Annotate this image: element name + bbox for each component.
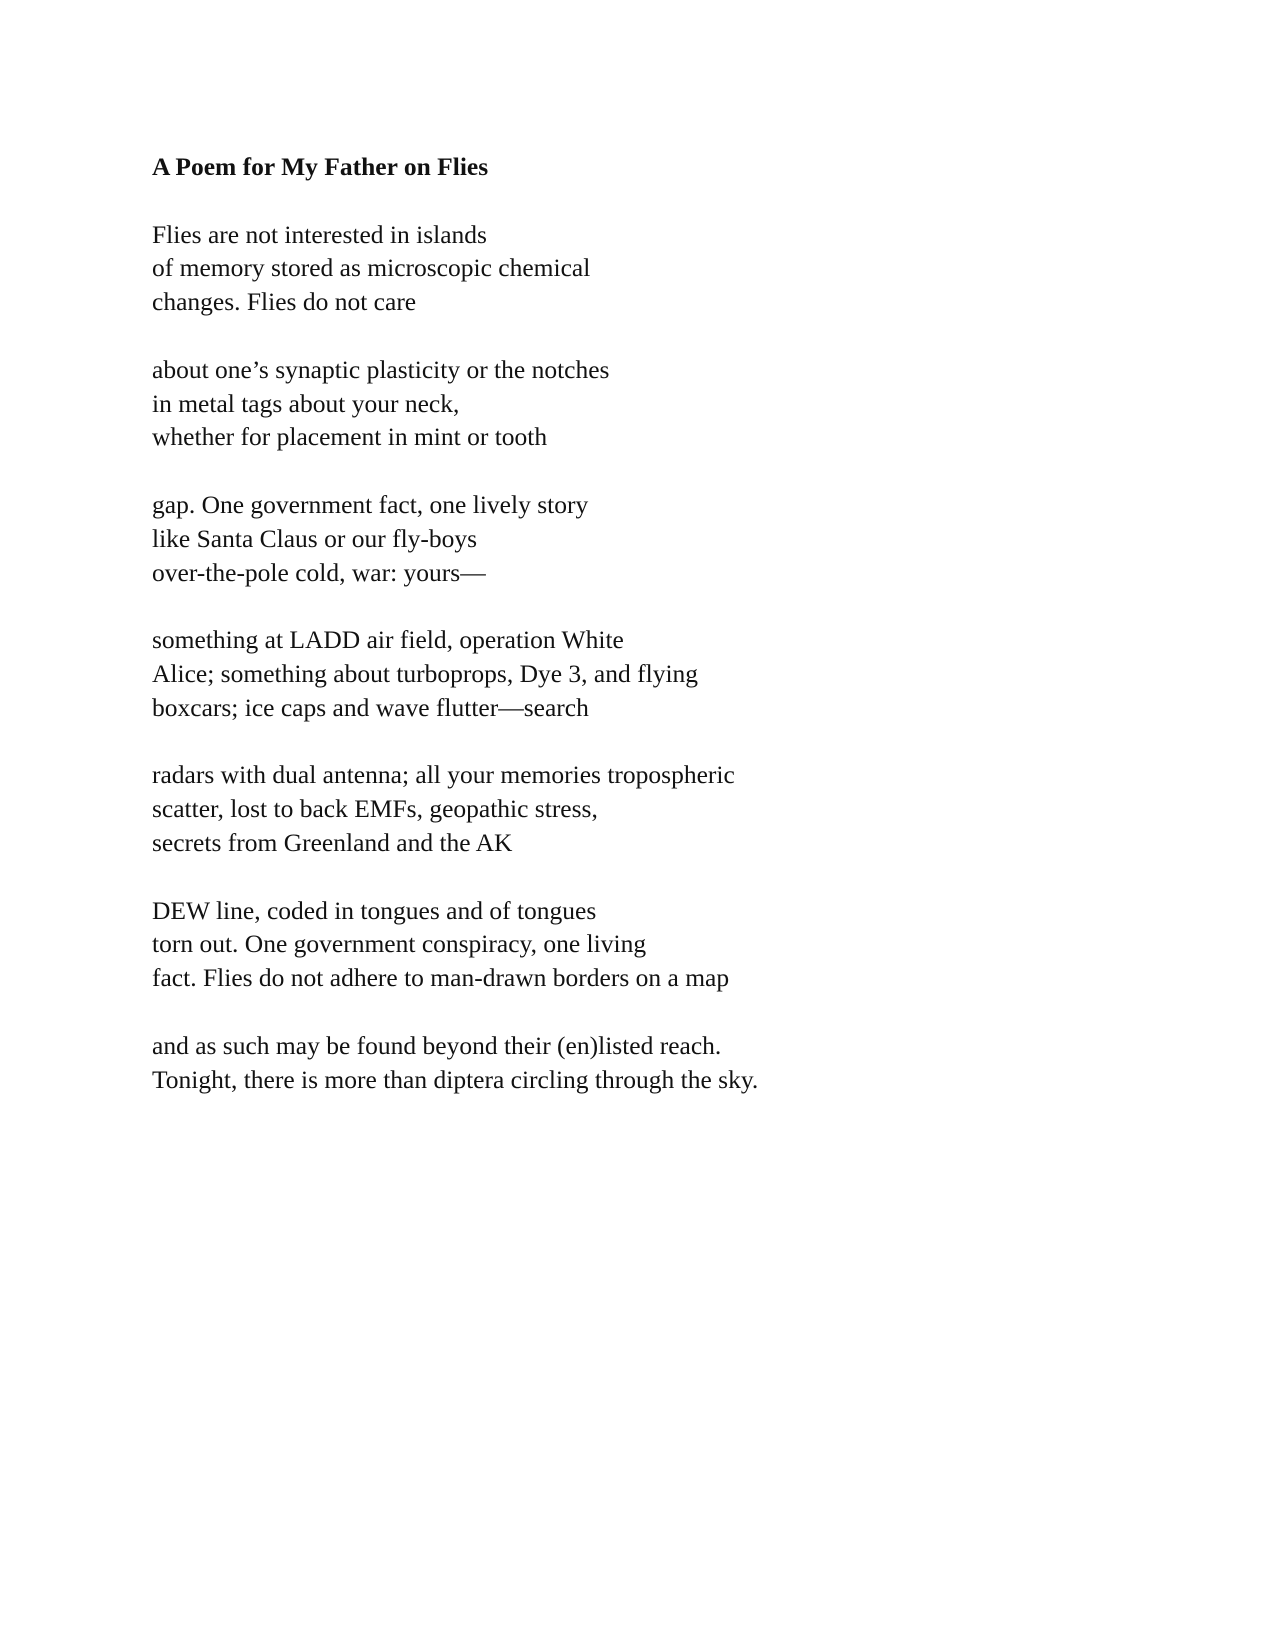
poem-line: fact. Flies do not adhere to man-drawn borders on a map bbox=[152, 963, 730, 993]
poem-line: and as such may be found beyond their (en)listed reach. bbox=[152, 1030, 722, 1060]
poem-line: scatter, lost to back EMFs, geopathic stress, bbox=[152, 794, 598, 824]
poem-line: over-the-pole cold, war: yours— bbox=[152, 557, 486, 587]
poem-line: torn out. One government conspiracy, one living bbox=[152, 929, 647, 959]
poem bbox=[152, 150, 1152, 1130]
stanza bbox=[152, 218, 1152, 319]
poem-line: boxcars; ice caps and wave flutter—search bbox=[152, 692, 589, 722]
stanza bbox=[152, 758, 1152, 859]
poem-line: something at LADD air field, operation White bbox=[152, 625, 624, 655]
poem-line: like Santa Claus or our fly-boys bbox=[152, 523, 478, 553]
stanza bbox=[152, 1029, 1152, 1097]
poem-line: secrets from Greenland and the AK bbox=[152, 827, 513, 857]
poem-line: gap. One government fact, one lively story bbox=[152, 489, 589, 519]
poem-line: Tonight, there is more than diptera circling through the sky. bbox=[152, 1064, 759, 1094]
poem-line: DEW line, coded in tongues and of tongues bbox=[152, 895, 597, 925]
poem-line: about one’s synaptic plasticity or the notches bbox=[152, 354, 610, 384]
poem-line: radars with dual antenna; all your memories tropospheric bbox=[152, 760, 735, 790]
poem-line: Flies are not interested in islands bbox=[152, 219, 487, 249]
stanza bbox=[152, 488, 1152, 589]
poem-title: A Poem for My Father on Flies bbox=[152, 152, 489, 181]
poem-line: Alice; something about turboprops, Dye 3, and flying bbox=[152, 658, 699, 688]
stanza bbox=[152, 894, 1152, 995]
poem-line: in metal tags about your neck, bbox=[152, 388, 460, 418]
poem-line: of memory stored as microscopic chemical bbox=[152, 253, 591, 283]
poem-line: changes. Flies do not care bbox=[152, 287, 417, 317]
stanza bbox=[152, 623, 1152, 724]
poem-line: whether for placement in mint or tooth bbox=[152, 422, 548, 452]
stanza bbox=[152, 353, 1152, 454]
